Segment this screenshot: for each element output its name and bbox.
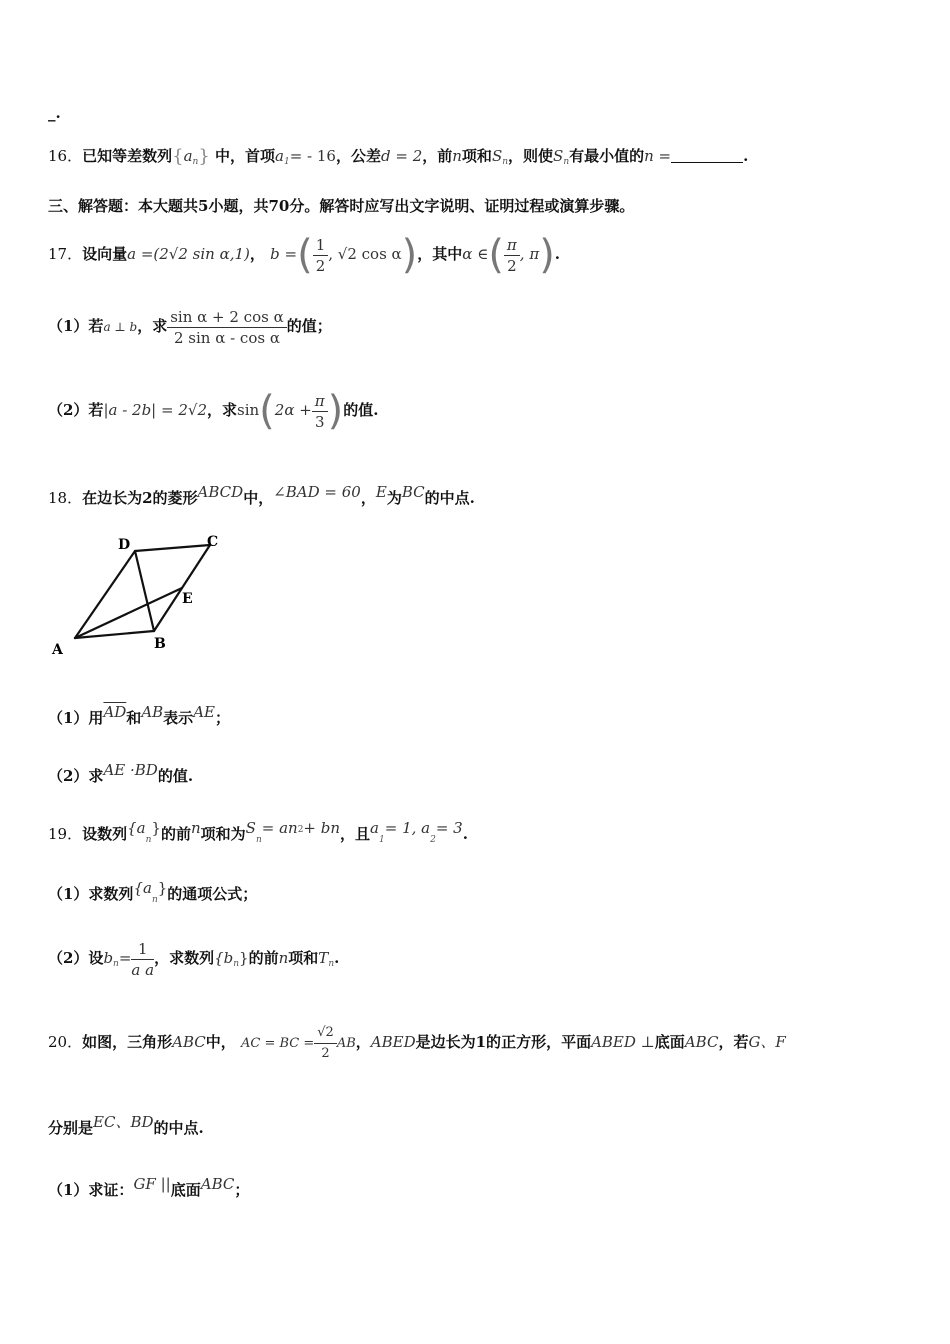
q17-part-1 <box>48 304 332 349</box>
q19-p1-brace: } <box>157 879 168 897</box>
q18-p1-AE: AE <box>193 703 215 721</box>
q20-line2-text-2: 的中点. <box>153 1119 204 1137</box>
q16-seq-brace: { <box>172 146 184 167</box>
q20-abc-2: ABC <box>684 1033 719 1051</box>
vertex-label-A: A <box>52 642 63 658</box>
q18-p1-AD: $\overline{AD}$ <box>103 703 127 721</box>
q18-p2-end: 的值. <box>157 767 194 785</box>
question-18 <box>48 482 475 508</box>
q18-p1-end: ； <box>214 709 230 727</box>
q17-b-frac: $\frac{1}{2}$ <box>313 235 329 276</box>
q19-Sn-sub: n <box>255 835 262 845</box>
q17-b-rest: , √2 cos α <box>328 245 402 263</box>
vertex-label-D: D <box>118 537 131 553</box>
q17-end: . <box>554 245 561 263</box>
q18-part-2 <box>48 760 193 786</box>
q17-vector-b: b = <box>270 245 298 263</box>
q17-b-paren-close: ) <box>401 232 418 278</box>
q18-text-3: ， <box>360 489 376 507</box>
q17-b-paren-open: ( <box>297 232 313 278</box>
q17-p2-sin: sin <box>237 401 260 419</box>
q19-p2-text-3: 项和 <box>288 949 319 967</box>
q16-text-2: 中，首项 <box>215 147 276 165</box>
q16-text-3: ，公差 <box>335 147 381 165</box>
q16-seq-brace-close: } <box>198 146 210 167</box>
q17-p1-fraction: $\frac{\text{sin α + 2 cos α}}{\text{2 sin α - cos α}}$ <box>167 307 287 348</box>
q19-p2-eq: = <box>118 949 132 967</box>
question-17 <box>48 232 560 277</box>
q20-text-1: 如图，三角形 <box>82 1033 173 1051</box>
q20-text-6: ，若 <box>718 1033 749 1051</box>
q20-text-2: 中， <box>205 1033 236 1051</box>
edge-DC <box>135 545 210 551</box>
q18-p1-label: （1）用 <box>48 709 104 727</box>
q16-text-7: 有最小值的 <box>569 147 645 165</box>
q20-abc: ABC <box>172 1033 206 1051</box>
q19-p2-n: n <box>278 949 289 967</box>
q16-seq-a: a <box>183 147 193 165</box>
q20-eq-rest: AB <box>336 1036 356 1051</box>
q18-part-1 <box>48 702 230 728</box>
q19-p2-label: （2）设 <box>48 949 104 967</box>
q19-Sn: S <box>245 819 256 837</box>
q19-p2-bn-sub: n <box>233 959 240 969</box>
q19-text-1: 设数列 <box>82 825 128 843</box>
q20-p1-end: ； <box>234 1181 250 1199</box>
q17-vector-a: a =(2√2 sin α,1) <box>127 245 250 263</box>
vertex-label-C: C <box>207 534 219 550</box>
q18-text-4: 为 <box>386 489 402 507</box>
q19-p2-b: b <box>103 949 114 967</box>
q19-Sn-eq: = an <box>261 819 298 837</box>
q17-p2-paren-close: ) <box>327 388 344 434</box>
q19-p2-T-sub: n <box>328 959 335 969</box>
q16-text-6: ，则使 <box>508 147 554 165</box>
q20-part-1 <box>48 1174 249 1200</box>
q18-abcd: ABCD <box>197 483 244 501</box>
q20-GF: G、F <box>748 1033 786 1051</box>
q17-p2-paren-open: ( <box>259 388 275 434</box>
q18-BC: BC <box>401 483 425 501</box>
q16-d: d = 2 <box>380 147 423 165</box>
q20-line2-text-1: 分别是 <box>48 1119 94 1137</box>
q16-S-sub-2: n <box>563 157 570 167</box>
q17-p2-end: 的值. <box>343 401 379 419</box>
q20-p1-abc: ABC <box>200 1175 235 1193</box>
q17-interval-open: ( <box>488 232 504 278</box>
q19-text-2: 的前 <box>160 825 191 843</box>
q17-p2-arg: 2α + <box>274 401 312 419</box>
q16-a1-sub: 1 <box>283 157 290 167</box>
q19-Sn-sup: 2 <box>297 825 304 835</box>
q17-interval-frac: $\frac{\pi}{2}$ <box>504 235 520 276</box>
q18-p2-expr: AE ·BD <box>103 761 158 779</box>
q19-p2-bn: {b <box>214 949 234 967</box>
q17-interval-rest: , π <box>519 245 540 263</box>
q18-E: E <box>375 483 387 501</box>
q19-p2-bn-brace: } <box>239 949 249 967</box>
q20-text-4: 是边长为1的正方形，平面 <box>415 1033 592 1051</box>
q17-p1-text: ，求 <box>137 317 168 335</box>
q20-text-5: 底面 <box>654 1033 685 1051</box>
q19-p1-label: （1）求数列 <box>48 885 134 903</box>
q17-text-1: 设向量 <box>82 245 128 263</box>
q19-cond-a1: a <box>370 819 379 837</box>
q19-p1-an-sub: n <box>151 895 158 905</box>
q19-part-2 <box>48 934 339 988</box>
q17-interval-close: ) <box>539 232 555 278</box>
top-blank-mark: _. <box>48 104 61 122</box>
q17-text-3: ，其中 <box>417 245 463 263</box>
q16-S-2: S <box>553 147 564 165</box>
question-20 <box>48 1014 786 1072</box>
diagonal-BD <box>135 551 154 631</box>
q17-number: 17． <box>48 245 83 263</box>
q16-n-eq: n = <box>644 147 672 165</box>
q20-abed-2: ABED ⊥ <box>591 1033 655 1051</box>
q19-an: {a <box>127 819 146 837</box>
q20-eq: AC = BC = <box>240 1036 315 1051</box>
q19-cond-val2: = 3 <box>435 819 463 837</box>
q17-part-2 <box>48 388 379 433</box>
q20-p1-gf: GF || <box>133 1175 171 1193</box>
q19-p1-end: 的通项公式； <box>167 885 258 903</box>
q19-Sn-rest: + bn <box>303 819 341 837</box>
q18-text-5: 的中点. <box>424 489 475 507</box>
q19-number: 19． <box>48 825 83 843</box>
q19-n: n <box>190 819 201 837</box>
q18-number: 18． <box>48 489 83 507</box>
q16-n: n <box>452 147 462 165</box>
q17-p2-text: ，求 <box>207 401 238 419</box>
q16-S-sub: n <box>502 157 509 167</box>
q18-text-2: 中， <box>243 489 274 507</box>
q19-p2-text: ，求数列 <box>154 949 215 967</box>
q19-p2-b-sub: n <box>113 959 119 969</box>
q19-text-4: ，且 <box>340 825 371 843</box>
q19-text-3: 项和为 <box>200 825 246 843</box>
q16-answer-blank[interactable] <box>671 148 743 163</box>
q17-p2-label: （2）若 <box>48 401 104 419</box>
q16-text-4: ，前 <box>422 147 453 165</box>
q16-text-5: 项和 <box>461 147 492 165</box>
q20-p1-label: （1）求证： <box>48 1181 134 1199</box>
q19-part-1 <box>48 878 257 910</box>
q19-an-brace: } <box>151 819 161 837</box>
q19-p2-T: T <box>318 949 329 967</box>
q19-cond-a2-sub: 2 <box>430 835 436 845</box>
question-16 <box>48 146 748 172</box>
q16-a1-value: = - 16 <box>289 147 336 165</box>
q16-a1: a <box>275 147 284 165</box>
section-3-heading: 三、解答题：本大题共5小题，共70分。解答时应写出文字说明、证明过程或演算步骤。 <box>48 197 635 215</box>
q17-p2-frac: $\frac{\pi}{3}$ <box>312 391 328 432</box>
q17-text-2: ， <box>249 245 265 263</box>
q17-p1-condition: a ⊥ b <box>103 320 138 334</box>
q16-S: S <box>491 147 503 165</box>
q18-text-1: 在边长为2的菱形 <box>82 489 198 507</box>
q19-cond-a1-sub: 1 <box>379 835 385 845</box>
q20-ec-bd: EC、BD <box>93 1113 154 1131</box>
q17-alpha-in: α ∈ <box>462 245 489 263</box>
q18-p1-and: 和 <box>126 709 142 727</box>
q20-abed: ABED <box>370 1033 416 1051</box>
q17-p1-end: 的值； <box>286 317 332 335</box>
q20-number: 20． <box>48 1033 83 1051</box>
q19-p1-an: {a <box>133 879 152 897</box>
q17-p2-condition: |a - 2b| = 2√2 <box>103 401 207 419</box>
q20-text-3: ， <box>355 1033 371 1051</box>
q19-p2-end: . <box>334 949 340 967</box>
q16-text-1: 已知等差数列 <box>82 147 173 165</box>
q18-angle: ∠BAD = 60 <box>273 483 361 501</box>
q18-p1-rep: 表示 <box>163 709 194 727</box>
point-label-E: E <box>182 591 193 607</box>
q20-line-2 <box>48 1112 204 1138</box>
q17-p1-label: （1）若 <box>48 317 104 335</box>
q16-number: 16． <box>48 147 83 165</box>
q16-end: . <box>743 147 749 165</box>
q20-frac: $\frac{√2}{2}$ <box>314 1023 337 1064</box>
rhombus-figure <box>40 528 240 658</box>
q19-end: . <box>462 825 468 843</box>
q18-p1-AB: AB <box>141 703 164 721</box>
q19-p2-fraction: $\frac{1}{\text{a a}}$ <box>131 939 155 979</box>
q19-cond-val1: = 1, a <box>384 819 431 837</box>
q16-seq-sub: n <box>192 157 199 167</box>
question-19 <box>48 818 468 850</box>
q19-p2-text-2: 的前 <box>248 949 279 967</box>
q19-an-sub: n <box>145 835 152 845</box>
q18-p2-label: （2）求 <box>48 767 104 785</box>
vertex-label-B: B <box>154 636 166 652</box>
q20-p1-text: 底面 <box>170 1181 201 1199</box>
